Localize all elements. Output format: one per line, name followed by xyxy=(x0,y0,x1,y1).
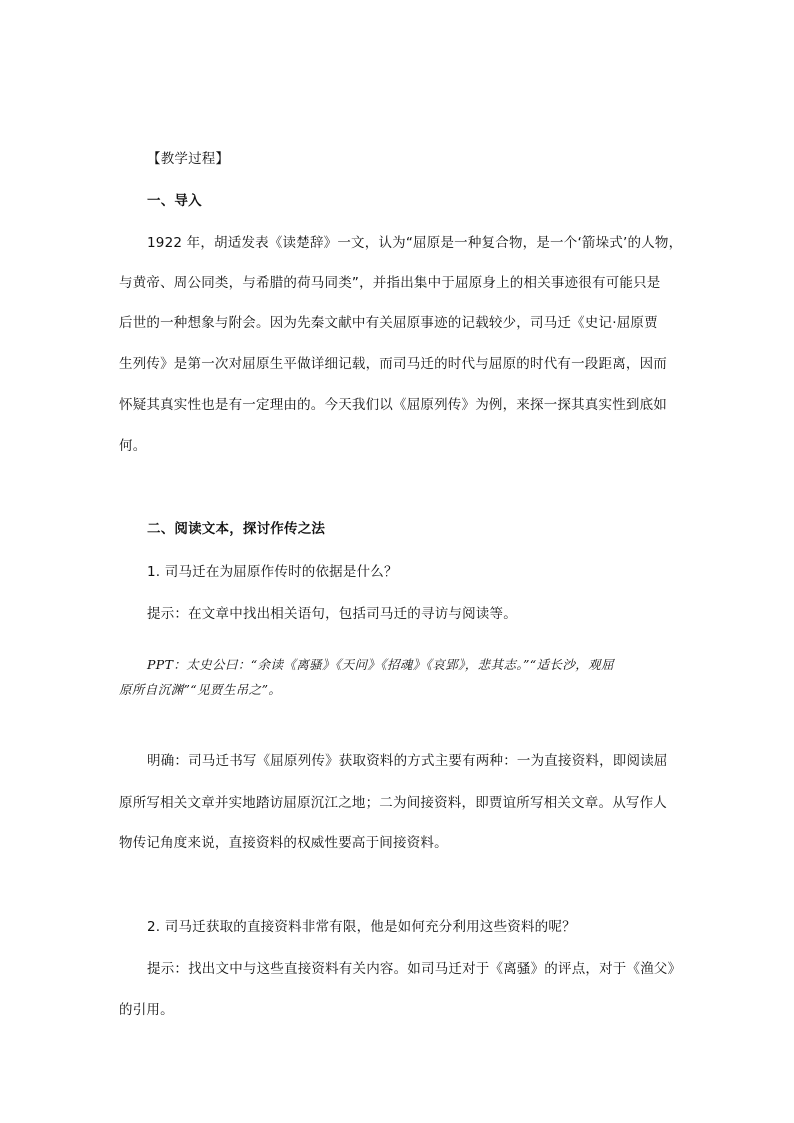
ppt-quote-line-2: 原所自沉渊”“见贾生吊之”。 xyxy=(119,682,282,697)
answer-line-2: 原所写相关文章并实地踏访屈原沉江之地；二为间接资料，即贾谊所写相关文章。从写作人 xyxy=(119,795,667,811)
intro-paragraph-line-4: 生列传》是第一次对屈原生平做详细记载，而司马迁的时代与屈原的时代有一段距离，因而 xyxy=(119,356,667,372)
hint-1: 提示：在文章中找出相关语句，包括司马迁的寻访与阅读等。 xyxy=(147,606,517,622)
section-2-title: 二、阅读文本，探讨作传之法 xyxy=(147,521,326,537)
intro-paragraph-line-6: 何。 xyxy=(119,438,147,454)
answer-line-3: 物传记角度来说，直接资料的权威性要高于间接资料。 xyxy=(119,835,448,851)
section-1-title: 一、导入 xyxy=(147,193,202,209)
hint-2-line-1: 提示：找出文中与这些直接资料有关内容。如司马迁对于《离骚》的评点，对于《渔父》 xyxy=(147,961,682,977)
question-1: 1. 司马迁在为屈原作传时的依据是什么？ xyxy=(147,564,398,580)
intro-paragraph-line-5: 怀疑其真实性也是有一定理由的。今天我们以《屈原列传》为例，来探一探其真实性到底如 xyxy=(119,397,667,413)
intro-paragraph-line-2: 与黄帝、周公同类，与希腊的荷马同类”，并指出集中于屈原身上的相关事迹很有可能只是 xyxy=(119,275,661,291)
teaching-process-heading: 【教学过程】 xyxy=(147,151,230,167)
answer-line-1: 明确：司马迁书写《屈原列传》获取资料的方式主要有两种：一为直接资料，即阅读屈 xyxy=(147,753,668,769)
question-2: 2. 司马迁获取的直接资料非常有限，他是如何充分利用这些资料的呢？ xyxy=(147,919,576,935)
intro-paragraph-line-1: 1922 年，胡适发表《读楚辞》一文，认为“屈原是一种复合物，是一个‘箭垛式’的人物， xyxy=(147,235,683,251)
hint-2-line-2: 的引用。 xyxy=(119,1002,174,1018)
ppt-quote-line-1: PPT：太史公曰：“余读《离骚》《天问》《招魂》《哀郢》，悲其志。”“适长沙，观屈 xyxy=(147,657,614,672)
intro-paragraph-line-3: 后世的一种想象与附会。因为先秦文献中有关屈原事迹的记载较少，司马迁《史记·屈原贾 xyxy=(119,315,658,331)
